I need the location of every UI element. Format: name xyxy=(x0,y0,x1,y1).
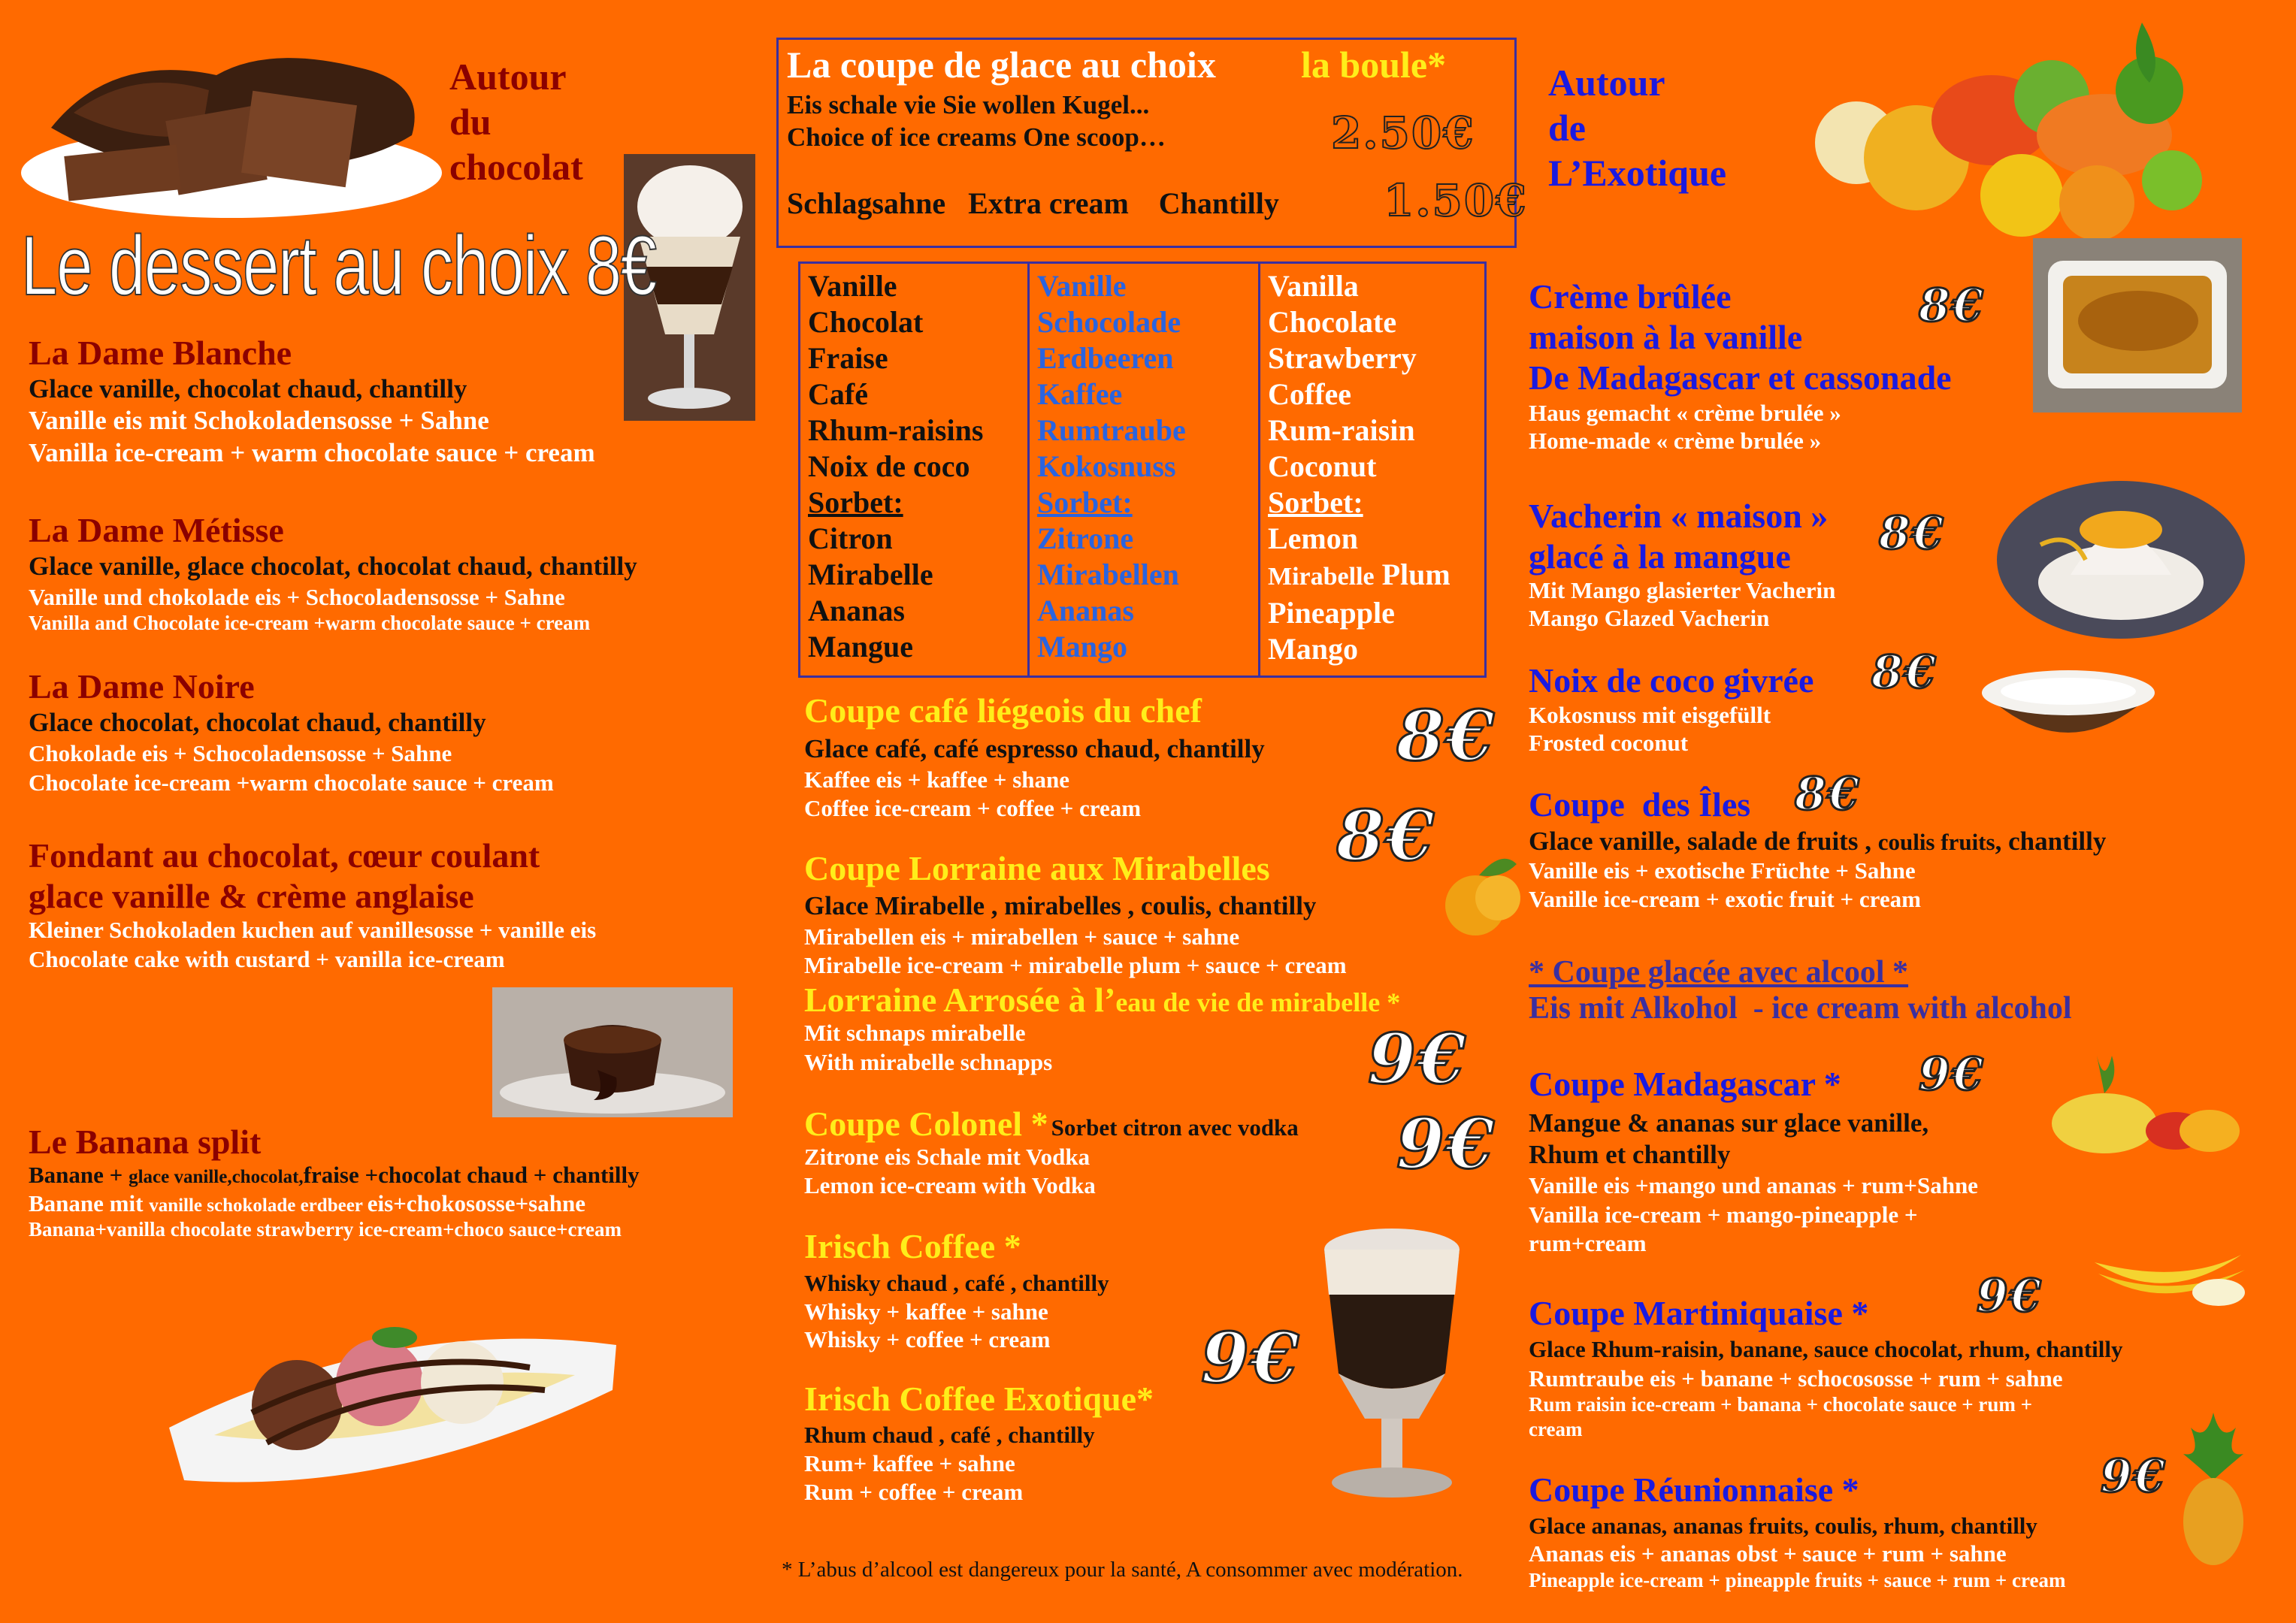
liegeois-price: 8€ xyxy=(1396,695,1496,776)
flavour-de: Zitrone xyxy=(1037,521,1134,555)
liegeois-de: Kaffee eis + kaffee + shane xyxy=(804,766,1070,793)
irish-coffee-price: 9€ xyxy=(1201,1317,1301,1398)
flavour-en: Coconut xyxy=(1268,449,1377,483)
flavour-de: Erdbeeren xyxy=(1037,341,1174,375)
exotic-fruits-image xyxy=(1796,8,2217,252)
colonel-de: Zitrone eis Schale mit Vodka xyxy=(804,1144,1091,1170)
martiniquaise-en: Rum raisin ice-cream + banana + chocolate sauce + rum + cream xyxy=(1529,1393,2032,1440)
madagascar-price: 9€ xyxy=(1919,1048,1985,1101)
martiniquaise-name: Coupe Martiniquaise * xyxy=(1529,1294,1869,1332)
sorbet-heading-de: Sorbet: xyxy=(1037,485,1133,519)
flavour-en: Mango xyxy=(1268,632,1358,666)
noix-coco-en: Frosted coconut xyxy=(1529,730,1689,756)
martiniquaise-fr: Glace Rhum-raisin, banane, sauce chocolat, rhum, chantilly xyxy=(1529,1336,2123,1362)
reunionnaise-de: Ananas eis + ananas obst + sauce + rum + sahne xyxy=(1529,1540,2007,1567)
flavour-de: Mango xyxy=(1037,630,1127,663)
liegeois-fr: Glace café, café espresso chaud, chantilly xyxy=(804,734,1265,763)
vacherin-image xyxy=(1995,462,2247,642)
lorraine-price: 8€ xyxy=(1336,795,1436,876)
irish-coffee-glass-image xyxy=(1306,1223,1478,1503)
autour-chocolat-heading: Autour du chocolat xyxy=(449,56,583,188)
vacherin-name: Vacherin « maison » glacé à la mangue xyxy=(1529,497,1829,576)
irish-exotique-fr: Rhum chaud , café , chantilly xyxy=(804,1422,1095,1448)
fondant-en: Chocolate cake with custard + vanilla ice-cream xyxy=(29,946,505,972)
madagascar-en: Vanilla ice-cream + mango-pineapple + rum+cream xyxy=(1529,1201,1918,1256)
banana-split-de: Banane mit vanille schokolade erdbeer eis+chokososse+sahne xyxy=(29,1190,585,1216)
colonel-line: Coupe Colonel * Sorbet citron avec vodka xyxy=(804,1105,1299,1143)
banana-split-en: Banana+vanilla chocolate strawberry ice-cream+choco sauce+cream xyxy=(29,1218,622,1241)
dame-blanche-en: Vanilla ice-cream + warm chocolate sauce + cream xyxy=(29,438,595,467)
flavour-de: Mirabellen xyxy=(1037,558,1179,591)
creme-brulee-price: 8€ xyxy=(1919,280,1985,332)
lorraine-name: Coupe Lorraine aux Mirabelles xyxy=(804,849,1270,887)
flavour-de: Ananas xyxy=(1037,594,1134,627)
lorraine-fr: Glace Mirabelle , mirabelles , coulis, chantilly xyxy=(804,891,1317,920)
coupe-iles-en: Vanille ice-cream + exotic fruit + cream xyxy=(1529,886,1921,912)
noix-coco-name: Noix de coco givrée xyxy=(1529,661,1814,700)
extra-cream-line: Schlagsahne Extra cream Chantilly xyxy=(787,186,1279,220)
flavour-de: Rumtraube xyxy=(1037,413,1186,447)
flavour-en: Vanilla xyxy=(1268,269,1359,303)
flavour-fr: Ananas xyxy=(808,594,905,627)
flavour-de: Kaffee xyxy=(1037,377,1123,411)
madagascar-name: Coupe Madagascar * xyxy=(1529,1065,1841,1103)
dame-metisse-fr: Glace vanille, glace chocolat, chocolat chaud, chantilly xyxy=(29,552,637,581)
flavours-table xyxy=(798,261,1487,678)
martiniquaise-de: Rumtraube eis + banane + schocososse + rum + sahne xyxy=(1529,1365,2063,1392)
noix-coco-de: Kokosnuss mit eisgefüllt xyxy=(1529,702,1771,728)
bananas-image xyxy=(2091,1232,2249,1311)
creme-brulee-en: Home-made « crème brulée » xyxy=(1529,428,1822,454)
irish-coffee-en: Whisky + coffee + cream xyxy=(804,1326,1051,1352)
flavours-fr-column xyxy=(800,264,1030,675)
irish-coffee-fr: Whisky chaud , café , chantilly xyxy=(804,1270,1109,1296)
arrosee-de: Mit schnaps mirabelle xyxy=(804,1020,1026,1046)
liegeois-en: Coffee ice-cream + coffee + cream xyxy=(804,795,1142,821)
flavour-en: Pineapple xyxy=(1268,596,1395,630)
coupe-choix-de: Eis schale vie Sie wollen Kugel... xyxy=(787,90,1150,119)
dame-blanche-de: Vanille eis mit Schokoladensosse + Sahne xyxy=(29,406,489,435)
flavour-fr: Citron xyxy=(808,521,893,555)
dame-noire-de: Chokolade eis + Schocoladensosse + Sahne xyxy=(29,740,452,766)
vacherin-price: 8€ xyxy=(1879,507,1945,560)
arrosee-name: Lorraine Arrosée à l’eau de vie de mirabelle * xyxy=(804,981,1401,1019)
flavour-fr: Mirabelle xyxy=(808,558,933,591)
noix-coco-price: 8€ xyxy=(1871,646,1938,699)
dame-blanche-fr: Glace vanille, chocolat chaud, chantilly xyxy=(29,374,467,403)
colonel-en: Lemon ice-cream with Vodka xyxy=(804,1172,1096,1198)
lorraine-en: Mirabelle ice-cream + mirabelle plum + sauce + cream xyxy=(804,952,1347,978)
flavours-de-column xyxy=(1030,264,1260,675)
mirabelle-fruit-image xyxy=(1441,845,1523,941)
coupe-iles-name: Coupe des Îles xyxy=(1529,785,1751,824)
flavour-fr: Fraise xyxy=(808,341,888,375)
liegeois-name: Coupe café liégeois du chef xyxy=(804,691,1202,730)
dame-blanche-name: La Dame Blanche xyxy=(29,334,292,372)
coupe-iles-fr: Glace vanille, salade de fruits , coulis fruits, chantilly xyxy=(1529,827,2107,856)
irish-exotique-en: Rum + coffee + cream xyxy=(804,1479,1024,1505)
dame-noire-fr: Glace chocolat, chocolat chaud, chantilly xyxy=(29,708,486,737)
flavour-fr: Rhum-raisins xyxy=(808,413,984,447)
sorbet-heading-en: Sorbet: xyxy=(1268,485,1363,519)
vacherin-en: Mango Glazed Vacherin xyxy=(1529,605,1770,631)
creme-brulee-name: Crème brûlée maison à la vanille De Madagascar et cassonade xyxy=(1529,277,1952,397)
reunionnaise-name: Coupe Réunionnaise * xyxy=(1529,1470,1859,1509)
ice-cream-choice-box xyxy=(776,38,1528,248)
dame-metisse-name: La Dame Métisse xyxy=(29,511,284,549)
flavour-en: Rum-raisin xyxy=(1268,413,1415,447)
flavour-fr: Chocolat xyxy=(808,305,924,339)
flavour-en: Mirabelle Plum xyxy=(1268,558,1451,591)
reunionnaise-fr: Glace ananas, ananas fruits, coulis, rhum, chantilly xyxy=(1529,1513,2037,1539)
dame-metisse-de: Vanille und chokolade eis + Schocoladensosse + Sahne xyxy=(29,584,565,610)
banana-split-name: Le Banana split xyxy=(29,1123,262,1161)
flavour-de: Kokosnuss xyxy=(1037,449,1176,483)
coupe-iles-de: Vanille eis + exotische Früchte + Sahne xyxy=(1529,857,1916,884)
pineapple-mango-image xyxy=(2044,1048,2243,1157)
lorraine-de: Mirabellen eis + mirabellen + sauce + sahne xyxy=(804,923,1240,950)
flavour-en: Coffee xyxy=(1268,377,1352,411)
alcohol-section-title: * Coupe glacée avec alcool * xyxy=(1529,955,1909,990)
vacherin-de: Mit Mango glasierter Vacherin xyxy=(1529,577,1836,603)
reunionnaise-price: 9€ xyxy=(2101,1450,2167,1503)
arrosee-en: With mirabelle schnapps xyxy=(804,1049,1053,1075)
irish-exotique-name: Irisch Coffee Exotique* xyxy=(804,1380,1154,1418)
autour-exotique-heading: Autour de L’Exotique xyxy=(1548,62,1727,194)
coupe-choix-title: La coupe de glace au choix xyxy=(787,44,1216,86)
banana-split-fr: Banane + glace vanille,chocolat,fraise +chocolat chaud + chantilly xyxy=(29,1162,640,1188)
boule-label: la boule* xyxy=(1301,44,1447,86)
banana-split-image xyxy=(169,1300,616,1488)
irish-coffee-name: Irisch Coffee * xyxy=(804,1227,1021,1265)
coconut-image xyxy=(1978,661,2158,763)
flavour-fr: Mangue xyxy=(808,630,913,663)
fondant-name-line2: glace vanille & crème anglaise xyxy=(29,877,474,915)
dame-metisse-en: Vanilla and Chocolate ice-cream +warm chocolate sauce + cream xyxy=(29,612,591,634)
dame-noire-en: Chocolate ice-cream +warm chocolate sauce + cream xyxy=(29,769,554,796)
flavour-en: Lemon xyxy=(1268,521,1358,555)
irish-coffee-de: Whisky + kaffee + sahne xyxy=(804,1298,1048,1325)
coupe-iles-price: 8€ xyxy=(1795,768,1861,821)
madagascar-de: Vanille eis +mango und ananas + rum+Sahne xyxy=(1529,1172,1978,1198)
flavour-en: Chocolate xyxy=(1268,305,1397,339)
flavour-de: Vanille xyxy=(1037,269,1127,303)
creme-brulee-image xyxy=(2033,238,2242,413)
coupe-choix-en: Choice of ice creams One scoop… xyxy=(787,122,1166,152)
arrosee-price: 9€ xyxy=(1368,1018,1468,1099)
flavour-en: Strawberry xyxy=(1268,341,1417,375)
reunionnaise-en: Pineapple ice-cream + pineapple fruits + sauce + rum + cream xyxy=(1529,1569,2066,1591)
fondant-de: Kleiner Schokoladen kuchen auf vanillesosse + vanille eis xyxy=(29,917,597,943)
flavours-en-column xyxy=(1260,264,1484,675)
alcohol-section-subtitle: Eis mit Alkohol - ice cream with alcohol xyxy=(1529,991,2072,1026)
irish-exotique-de: Rum+ kaffee + sahne xyxy=(804,1450,1015,1476)
chocolate-pieces-image xyxy=(21,23,442,218)
sorbet-heading-fr: Sorbet: xyxy=(808,485,903,519)
madagascar-fr: Mangue & ananas sur glace vanille, Rhum et chantilly xyxy=(1529,1108,1929,1169)
scoop-price: 2.50€ xyxy=(1331,107,1475,159)
big-dessert-title: Le dessert au choix 8€ xyxy=(21,219,656,313)
lava-cake-image xyxy=(492,987,733,1117)
flavour-de: Schocolade xyxy=(1037,305,1181,339)
flavour-fr: Café xyxy=(808,377,868,411)
flavour-fr: Vanille xyxy=(808,269,897,303)
martiniquaise-price: 9€ xyxy=(1977,1270,2043,1322)
colonel-price: 9€ xyxy=(1396,1103,1496,1184)
pineapple-image xyxy=(2176,1413,2251,1567)
alcohol-footnote: * L’abus d’alcool est dangereux pour la santé, A consommer avec modération. xyxy=(782,1558,1463,1582)
cream-price: 1.50€ xyxy=(1384,175,1528,226)
flavour-fr: Noix de coco xyxy=(808,449,970,483)
fondant-name-line1: Fondant au chocolat, cœur coulant xyxy=(29,836,540,875)
dame-noire-name: La Dame Noire xyxy=(29,667,255,706)
creme-brulee-de: Haus gemacht « crème brulée » xyxy=(1529,400,1841,426)
